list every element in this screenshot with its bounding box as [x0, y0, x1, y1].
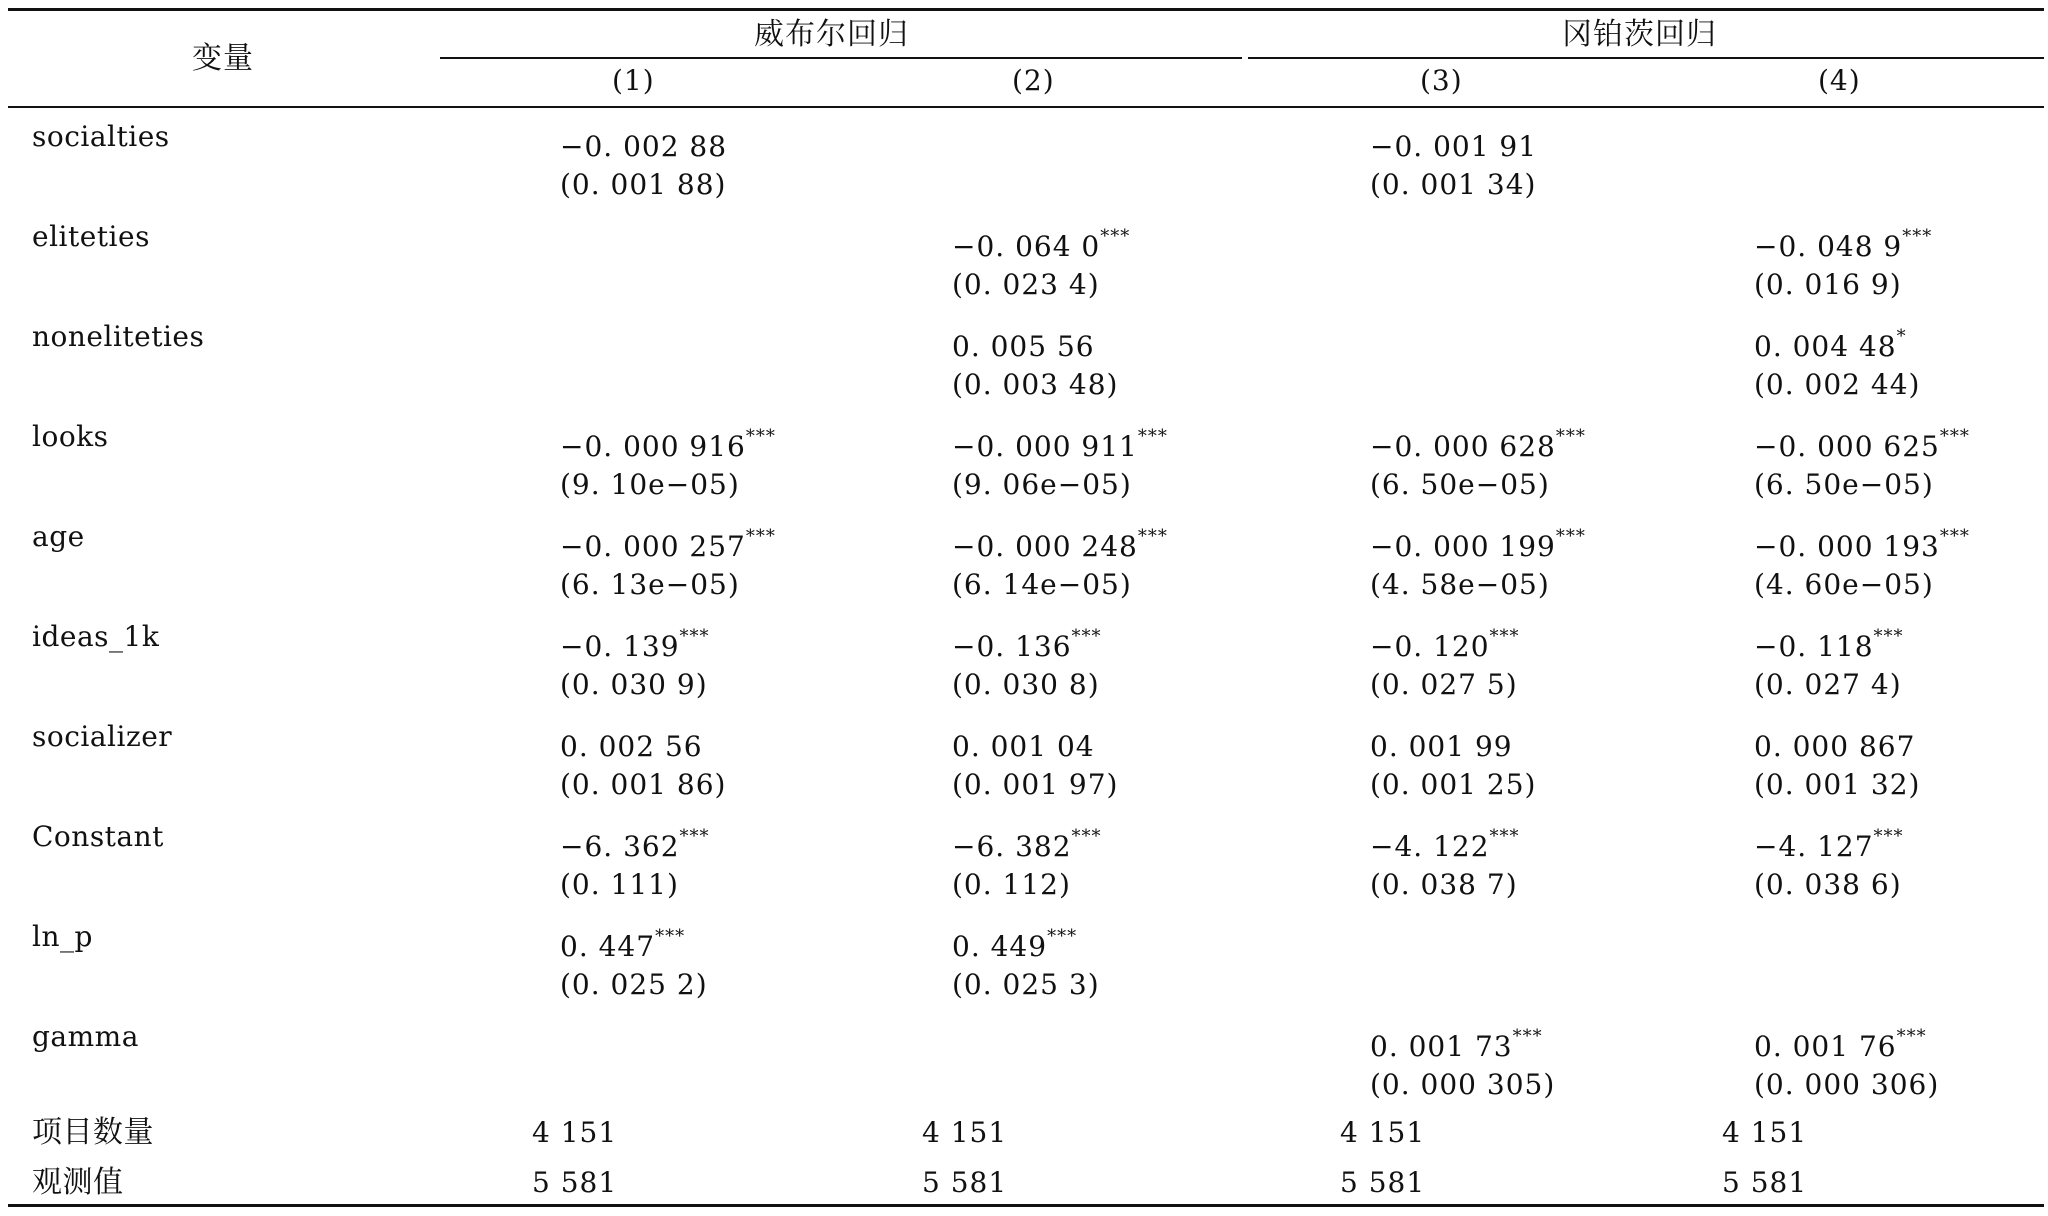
- significance-stars: ***: [1071, 826, 1102, 847]
- standard-error: (0. 000 306): [1754, 1068, 1940, 1101]
- coefficient-value: −0. 064 0: [952, 230, 1101, 263]
- significance-stars: ***: [745, 526, 776, 547]
- footer-value: 5 581: [1340, 1166, 1426, 1199]
- variable-header: 变量: [192, 41, 254, 76]
- coefficient-value: 0. 001 76: [1754, 1030, 1897, 1063]
- significance-stars: ***: [1489, 626, 1520, 647]
- coefficient-value: −0. 000 628: [1370, 430, 1556, 463]
- coefficient-value: −0. 136: [952, 630, 1072, 663]
- standard-error: (0. 001 97): [952, 768, 1119, 801]
- coefficient-value: −0. 000 916: [560, 430, 746, 463]
- footer-value: 4 151: [532, 1116, 618, 1149]
- coefficient-value: −0. 120: [1370, 630, 1490, 663]
- significance-stars: ***: [655, 926, 686, 947]
- variable-name: noneliteties: [32, 320, 205, 353]
- coefficient-cell: [1754, 1020, 1927, 1064]
- coefficient-value: −0. 118: [1754, 630, 1874, 663]
- coefficient-value: −0. 002 88: [560, 130, 728, 163]
- standard-error: (9. 10e−05): [560, 468, 740, 501]
- standard-error: (6. 14e−05): [952, 568, 1132, 601]
- standard-error: (6. 50e−05): [1754, 468, 1934, 501]
- coefficient-cell: [1370, 520, 1586, 564]
- coefficient-cell: [952, 720, 1095, 764]
- coefficient-value: 0. 004 48: [1754, 330, 1897, 363]
- coefficient-value: 0. 447: [560, 930, 656, 963]
- coefficient-cell: [1370, 1020, 1543, 1064]
- coefficient-cell: [1370, 620, 1520, 664]
- significance-stars: ***: [1555, 426, 1586, 447]
- significance-stars: ***: [1489, 826, 1520, 847]
- standard-error: (0. 001 25): [1370, 768, 1537, 801]
- coefficient-value: 0. 001 73: [1370, 1030, 1513, 1063]
- standard-error: (0. 112): [952, 868, 1071, 901]
- standard-error: (0. 027 5): [1370, 668, 1518, 701]
- significance-stars: ***: [1939, 426, 1970, 447]
- standard-error: (0. 038 6): [1754, 868, 1902, 901]
- standard-error: (9. 06e−05): [952, 468, 1132, 501]
- standard-error: (0. 025 2): [560, 968, 708, 1001]
- column-header: (3): [1420, 64, 1463, 97]
- coefficient-value: −0. 139: [560, 630, 680, 663]
- coefficient-value: −0. 000 199: [1370, 530, 1556, 563]
- coefficient-cell: [1754, 320, 1907, 364]
- standard-error: (6. 50e−05): [1370, 468, 1550, 501]
- significance-stars: ***: [1873, 626, 1904, 647]
- significance-stars: ***: [1137, 526, 1168, 547]
- variable-name: ideas_1k: [32, 620, 160, 653]
- group-header-weibull: 威布尔回归: [754, 17, 909, 52]
- footer-label: 观测值: [32, 1165, 124, 1200]
- coefficient-cell: [1754, 420, 1970, 464]
- coefficient-cell: [952, 820, 1102, 864]
- coefficient-value: 0. 449: [952, 930, 1048, 963]
- standard-error: (0. 001 32): [1754, 768, 1921, 801]
- coefficient-value: −0. 000 193: [1754, 530, 1940, 563]
- significance-stars: ***: [1100, 226, 1131, 247]
- coefficient-value: −0. 048 9: [1754, 230, 1903, 263]
- coefficient-value: 0. 001 04: [952, 730, 1095, 763]
- coefficient-cell: [952, 520, 1168, 564]
- coefficient-cell: [560, 520, 776, 564]
- significance-stars: ***: [679, 626, 710, 647]
- significance-stars: ***: [1896, 1026, 1927, 1047]
- standard-error: (0. 038 7): [1370, 868, 1518, 901]
- coefficient-value: 0. 002 56: [560, 730, 703, 763]
- variable-name: looks: [32, 420, 109, 453]
- significance-stars: ***: [1071, 626, 1102, 647]
- variable-name: eliteties: [32, 220, 150, 253]
- coefficient-cell: [560, 720, 703, 764]
- group-rule-weibull: [440, 57, 1242, 59]
- coefficient-value: −4. 127: [1754, 830, 1874, 863]
- standard-error: (0. 001 34): [1370, 168, 1537, 201]
- coefficient-cell: [1754, 820, 1904, 864]
- coefficient-cell: [952, 420, 1168, 464]
- standard-error: (0. 001 86): [560, 768, 727, 801]
- coefficient-cell: [1754, 520, 1970, 564]
- significance-stars: ***: [1137, 426, 1168, 447]
- coefficient-cell: [952, 920, 1077, 964]
- column-header: (1): [612, 64, 655, 97]
- footer-label: 项目数量: [32, 1115, 154, 1150]
- coefficient-value: −0. 000 625: [1754, 430, 1940, 463]
- coefficient-value: 0. 001 99: [1370, 730, 1513, 763]
- significance-stars: *: [1896, 326, 1907, 347]
- variable-name: Constant: [32, 820, 164, 853]
- coefficient-cell: [1370, 820, 1520, 864]
- standard-error: (4. 60e−05): [1754, 568, 1934, 601]
- coefficient-cell: [1754, 720, 1915, 764]
- significance-stars: ***: [1555, 526, 1586, 547]
- coefficient-value: −6. 362: [560, 830, 680, 863]
- coefficient-cell: [1754, 620, 1904, 664]
- bottom-rule: [8, 1204, 2044, 1207]
- coefficient-cell: [560, 120, 727, 164]
- standard-error: (6. 13e−05): [560, 568, 740, 601]
- footer-value: 4 151: [1340, 1116, 1426, 1149]
- standard-error: (0. 001 88): [560, 168, 727, 201]
- coefficient-cell: [560, 620, 710, 664]
- coefficient-cell: [560, 920, 685, 964]
- standard-error: (0. 027 4): [1754, 668, 1902, 701]
- footer-value: 4 151: [922, 1116, 1008, 1149]
- coefficient-cell: [952, 220, 1130, 264]
- standard-error: (0. 025 3): [952, 968, 1100, 1001]
- top-rule: [8, 8, 2044, 11]
- significance-stars: ***: [745, 426, 776, 447]
- standard-error: (0. 002 44): [1754, 368, 1921, 401]
- coefficient-cell: [1370, 420, 1586, 464]
- footer-value: 5 581: [532, 1166, 618, 1199]
- standard-error: (0. 000 305): [1370, 1068, 1556, 1101]
- significance-stars: ***: [1873, 826, 1904, 847]
- group-header-gompertz: 冈铂茨回归: [1562, 17, 1717, 52]
- column-header: (4): [1818, 64, 1861, 97]
- coefficient-cell: [1370, 120, 1537, 164]
- coefficient-value: 0. 005 56: [952, 330, 1095, 363]
- standard-error: (0. 030 8): [952, 668, 1100, 701]
- group-rule-gompertz: [1248, 57, 2044, 59]
- coefficient-cell: [560, 820, 710, 864]
- standard-error: (0. 016 9): [1754, 268, 1902, 301]
- standard-error: (0. 030 9): [560, 668, 708, 701]
- variable-name: gamma: [32, 1020, 139, 1053]
- coefficient-value: −0. 000 248: [952, 530, 1138, 563]
- coefficient-cell: [1370, 720, 1513, 764]
- coefficient-cell: [560, 420, 776, 464]
- footer-value: 5 581: [1722, 1166, 1808, 1199]
- significance-stars: ***: [1902, 226, 1933, 247]
- standard-error: (0. 023 4): [952, 268, 1100, 301]
- significance-stars: ***: [1512, 1026, 1543, 1047]
- coefficient-value: 0. 000 867: [1754, 730, 1916, 763]
- variable-name: age: [32, 520, 85, 553]
- coefficient-cell: [952, 620, 1102, 664]
- coefficient-value: −0. 000 257: [560, 530, 746, 563]
- standard-error: (4. 58e−05): [1370, 568, 1550, 601]
- header-rule: [8, 106, 2044, 108]
- variable-name: ln_p: [32, 920, 93, 953]
- standard-error: (0. 003 48): [952, 368, 1119, 401]
- footer-value: 5 581: [922, 1166, 1008, 1199]
- significance-stars: ***: [679, 826, 710, 847]
- footer-value: 4 151: [1722, 1116, 1808, 1149]
- variable-name: socializer: [32, 720, 173, 753]
- coefficient-value: −0. 000 911: [952, 430, 1138, 463]
- significance-stars: ***: [1939, 526, 1970, 547]
- coefficient-cell: [1754, 220, 1932, 264]
- variable-name: socialties: [32, 120, 170, 153]
- standard-error: (0. 111): [560, 868, 679, 901]
- significance-stars: ***: [1047, 926, 1078, 947]
- column-header: (2): [1012, 64, 1055, 97]
- coefficient-value: −6. 382: [952, 830, 1072, 863]
- coefficient-cell: [952, 320, 1095, 364]
- coefficient-value: −4. 122: [1370, 830, 1490, 863]
- coefficient-value: −0. 001 91: [1370, 130, 1538, 163]
